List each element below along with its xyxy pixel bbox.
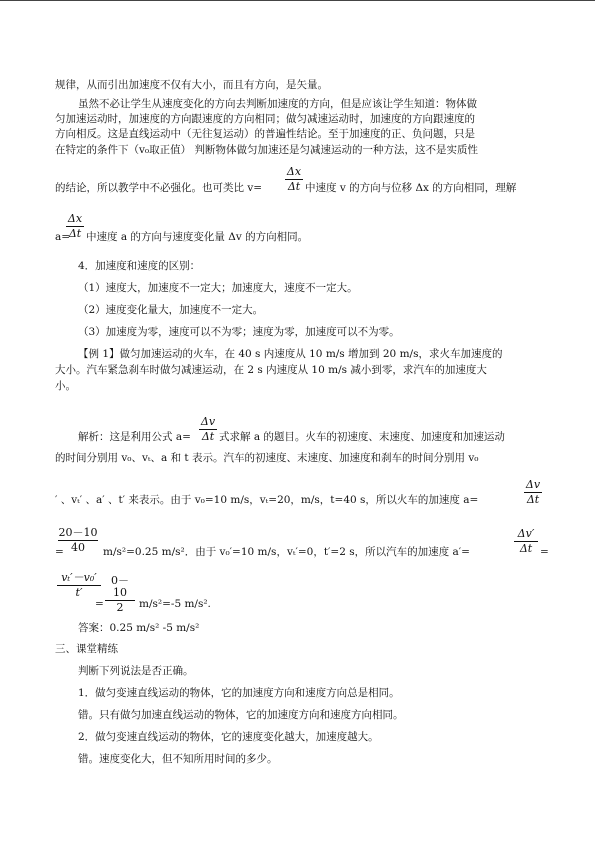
text-line: 在特定的条件下（v₀取正值） 判断物体做匀加速还是匀减速运动的一种方法，这不是实质性: [55, 144, 478, 156]
list-item: （1）速度大，加速度不一定大；加速度大，速度不一定大。: [78, 282, 358, 294]
text-line: ′ 、vₜ′ 、a′ 、t′ 来表示。由于 v₀=10 m/s，vₜ=20，m/s，t=40 s，所以火车的加速度 a=: [55, 494, 479, 506]
text-line: 虽然不必让学生从速度变化的方向去判断加速度的方向，但是应该让学生知道：物体做: [78, 98, 477, 110]
text-line: m/s²=-5 m/s².: [139, 598, 211, 610]
list-item: （2）速度变化量大，加速度不一定大。: [78, 304, 264, 316]
text-line: 匀加速运动时，加速度的方向跟速度的方向相同；做匀减速运动时，加速度的方向跟速度的: [55, 113, 475, 125]
fraction-car-symbolic: vₜ′－v₀′ t′: [57, 572, 101, 599]
text-line: 小。: [55, 380, 76, 392]
text-line: 式求解 a 的题目。火车的初速度、末速度、加速度和加速运动: [219, 431, 505, 443]
text-line: m/s²=0.25 m/s²．由于 v₀′=10 m/s，vₜ′=0，t′=2 s，所以汽车的加速度 a′=: [103, 546, 470, 558]
fraction-train-calc: 20－10 40: [58, 526, 98, 554]
fraction-dv-dt-2: Δv Δt: [525, 478, 541, 506]
text-line: =: [540, 546, 549, 558]
fraction-car-calc: 0－10 2: [105, 575, 135, 614]
section-heading: 4．加速度和速度的区别：: [78, 260, 201, 272]
text-line: 的时间分别用 v₀、vₜ、a 和 t 表示。汽车的初速度、末速度、加速度和刹车的时间分别用 v₀: [55, 452, 479, 464]
page-top-rule: [0, 0, 595, 1]
text-line: 中速度 v 的方向与位移 Δx 的方向相同，理解: [305, 182, 517, 194]
answer-item: 错。速度变化大，但不知所用时间的多少。: [78, 753, 278, 765]
example-title: 【例 1】做匀加速运动的火车，在 40 s 内速度从 10 m/s 增加到 20 m/s，求火车加速度的: [78, 348, 503, 360]
text-line: =: [55, 546, 64, 558]
solution-line: 解析：这是利用公式 a=: [78, 431, 191, 443]
list-item: （3）加速度为零，速度可以不为零；速度为零，加速度可以不为零。: [78, 326, 400, 338]
section-heading: 三、课堂精练: [55, 643, 118, 655]
fraction-dx-dt: Δx Δt: [286, 165, 302, 193]
text-line: a=: [55, 231, 71, 243]
fraction-dv-dt: Δv Δt: [200, 415, 216, 443]
answer-item: 错。只有做匀加速直线运动的物体，它的加速度方向和速度方向相同。: [78, 709, 404, 721]
text-line: 的结论，所以教学中不必强化。也可类比 v=: [55, 182, 263, 194]
question-item: 1．做匀变速直线运动的物体，它的加速度方向和速度方向总是相同。: [78, 687, 400, 699]
text-line: 大小。汽车紧急刹车时做匀减速运动，在 2 s 内速度从 10 m/s 减小到零，求汽车的加速度大: [55, 364, 487, 376]
text-line: 方向相反。这是直线运动中（无往复运动）的普遍性结论。至于加速度的正、负问题，只是: [55, 128, 475, 140]
fraction-dx-dt-2: Δx Δt: [67, 212, 83, 240]
answer-line: 答案：0.25 m/s² -5 m/s²: [78, 622, 200, 634]
question-item: 2．做匀变速直线运动的物体，它的速度变化越大，加速度越大。: [78, 731, 379, 743]
text-line: =: [95, 598, 104, 610]
fraction-dvp-dt: Δv′ Δt: [514, 528, 538, 555]
text-line: 规律，从而引出加速度不仅有大小，而且有方向，是矢量。: [55, 79, 328, 91]
text-line: 判断下列说法是否正确。: [78, 665, 194, 677]
text-line: 中速度 a 的方向与速度变化量 Δv 的方向相同。: [86, 231, 309, 243]
